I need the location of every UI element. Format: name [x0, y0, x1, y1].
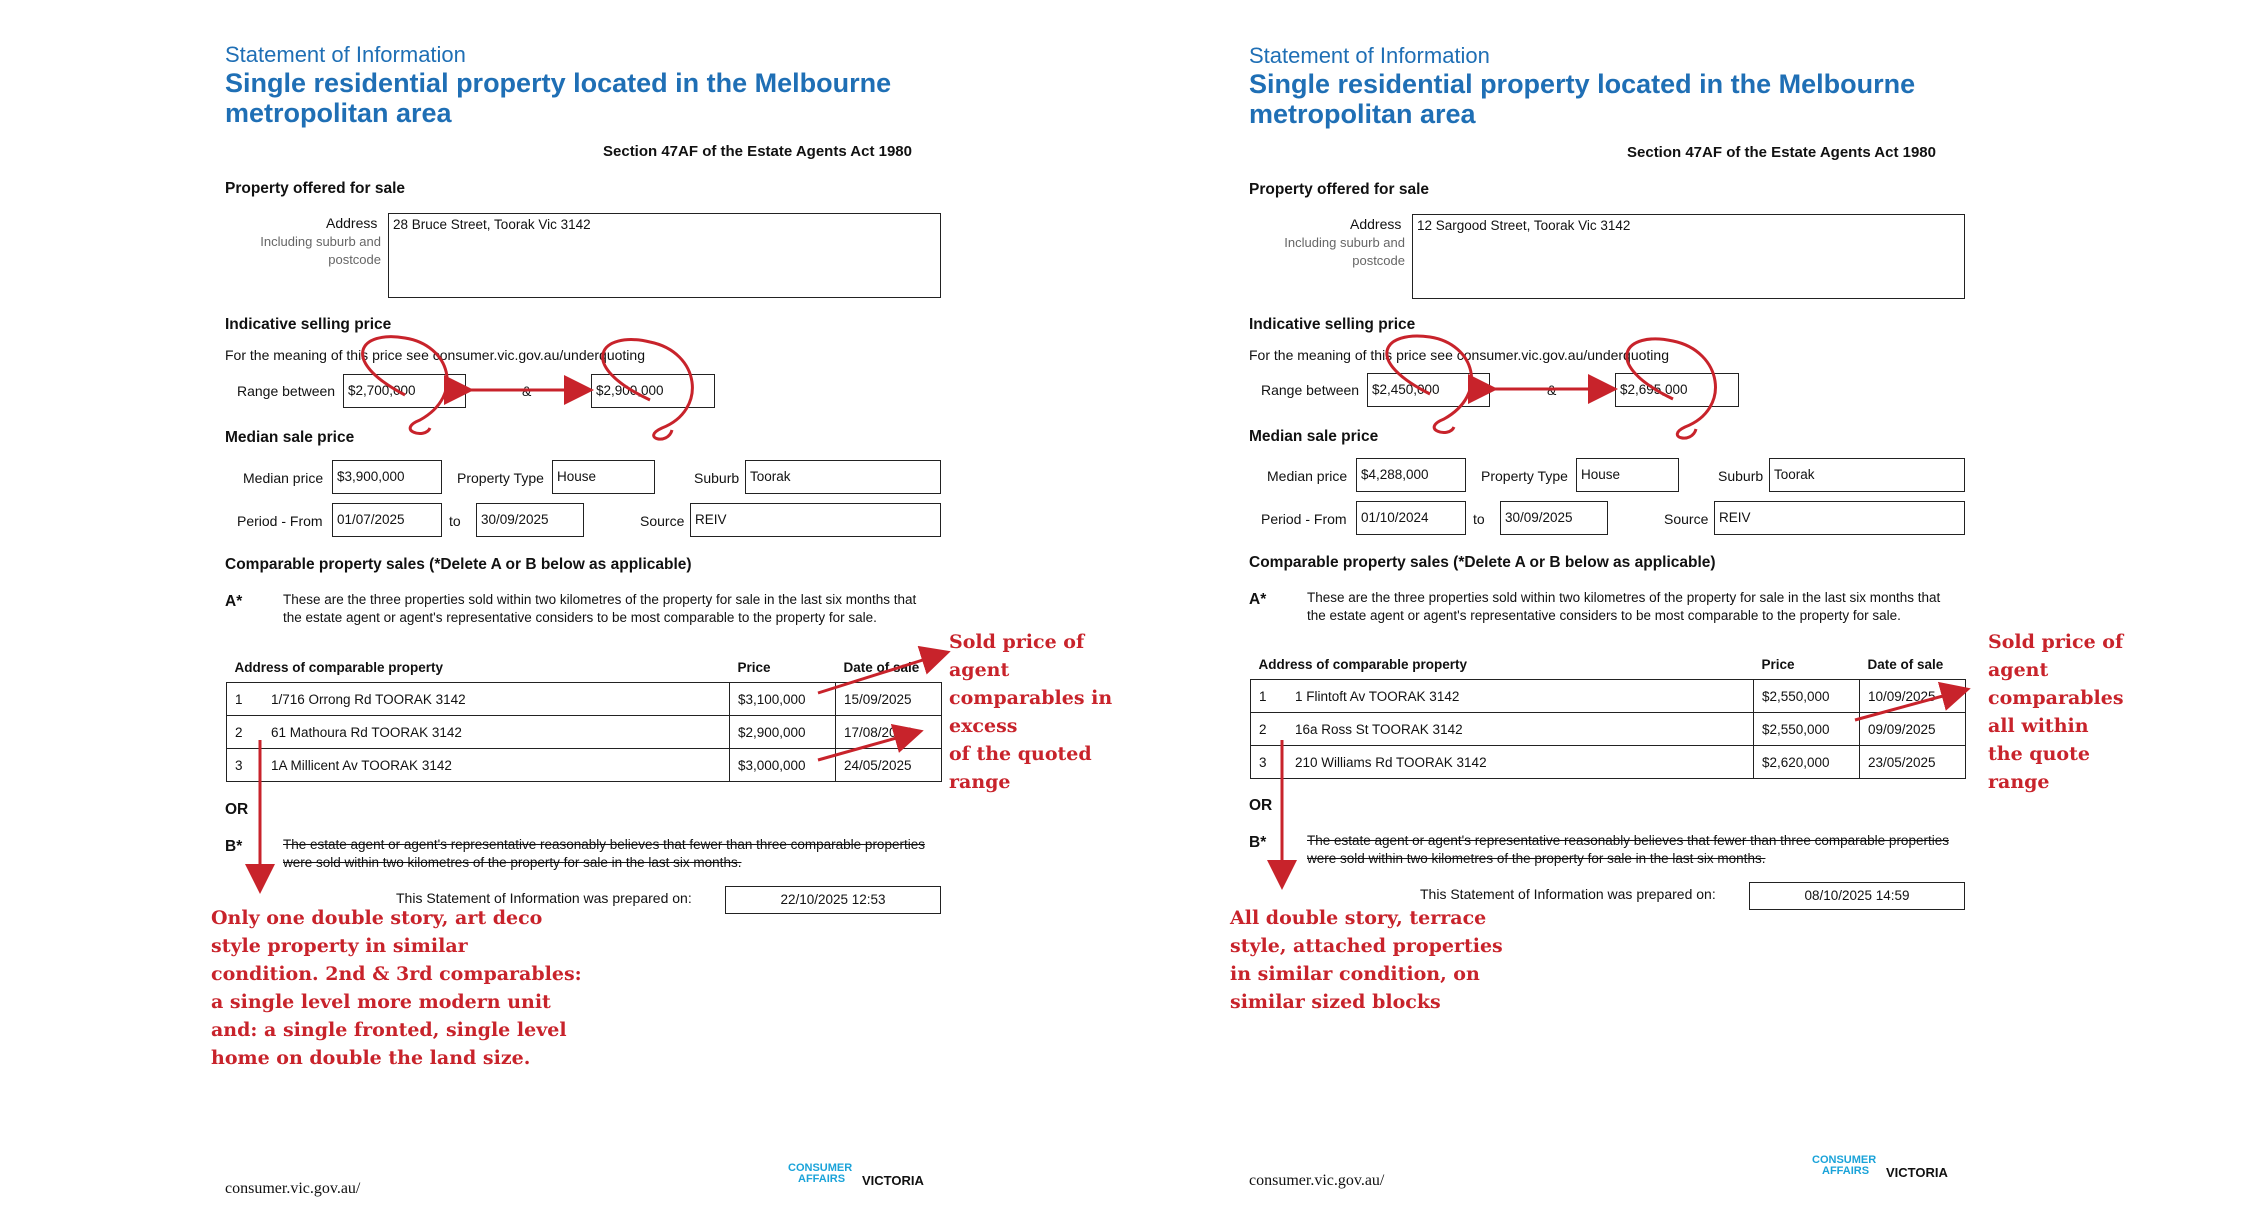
row-date[interactable]: 23/05/2025	[1860, 746, 1966, 779]
row-number: 3	[1251, 746, 1288, 779]
property-type-field[interactable]: House	[552, 460, 655, 494]
annotation-line: style, attached properties	[1230, 935, 1503, 957]
col-date-header: Date of sale	[836, 652, 942, 683]
or-label: OR	[1249, 797, 1273, 814]
row-address[interactable]: 1/716 Orrong Rd TOORAK 3142	[263, 683, 730, 716]
row-date[interactable]: 09/09/2025	[1860, 713, 1966, 746]
col-price-header: Price	[1754, 649, 1860, 680]
row-address[interactable]: 1A Millicent Av TOORAK 3142	[263, 749, 730, 782]
underquoting-note: For the meaning of this price see consumer.vic.gov.au/underquoting	[225, 347, 645, 363]
period-from-label: Period - From	[1261, 511, 1347, 527]
col-address-header: Address of comparable property	[1251, 649, 1754, 680]
annotation-line: Sold price of agent	[1988, 631, 2124, 681]
row-price[interactable]: $2,620,000	[1754, 746, 1860, 779]
table-row	[1251, 746, 1966, 779]
prepared-label: This Statement of Information was prepared on:	[396, 890, 692, 906]
logo-consumer-text: CONSUMER	[1812, 1154, 1877, 1166]
annotation-comparables-note	[1230, 904, 1503, 1016]
address-field[interactable]: 12 Sargood Street, Toorak Vic 3142	[1412, 214, 1965, 299]
footer-url[interactable]: consumer.vic.gov.au/	[1249, 1172, 1385, 1189]
consumer-affairs-logo	[1812, 1154, 1948, 1180]
period-to-label: to	[1473, 511, 1485, 527]
address-sub1: Including suburb and	[1284, 235, 1405, 250]
act-reference: Section 47AF of the Estate Agents Act 1980	[603, 143, 912, 160]
annotation-sold-price	[1988, 628, 2140, 796]
address-label: Address	[1350, 216, 1402, 232]
option-b-label: B*	[1249, 834, 1267, 851]
doc-title-line2: metropolitan area	[225, 98, 452, 128]
option-a-text: These are the three properties sold within two kilometres of the property for sale in the last six months that the estate agent or agent's representative considers to be most comparable to the property for sale.	[283, 592, 917, 625]
comparable-heading: Comparable property sales (*Delete A or B below as applicable)	[1249, 554, 1716, 571]
option-a-label: A*	[225, 593, 243, 610]
prepared-date-field[interactable]: 22/10/2025 12:53	[725, 886, 941, 914]
consumer-affairs-logo	[788, 1162, 924, 1188]
doc-kicker: Statement of Information	[225, 42, 466, 67]
or-label: OR	[225, 801, 249, 818]
doc-title-line2: metropolitan area	[1249, 99, 1476, 129]
median-price-label: Median price	[1267, 468, 1348, 484]
period-from-field[interactable]: 01/07/2025	[332, 503, 442, 537]
table-row	[1251, 713, 1966, 746]
row-date[interactable]: 10/09/2025	[1860, 680, 1966, 713]
range-label: Range between	[1261, 382, 1360, 398]
annotation-line: comparables all within	[1988, 687, 2124, 737]
property-heading: Property offered for sale	[1249, 181, 1430, 198]
annotation-line: of the quoted range	[949, 743, 1092, 793]
row-price[interactable]: $2,900,000	[730, 716, 836, 749]
prepared-date-field[interactable]: 08/10/2025 14:59	[1749, 882, 1965, 910]
row-price[interactable]: $2,550,000	[1754, 680, 1860, 713]
address-sub2: postcode	[328, 252, 381, 267]
row-number: 2	[227, 716, 264, 749]
statement-left	[0, 0, 1120, 1209]
property-heading: Property offered for sale	[225, 180, 406, 197]
col-address-header: Address of comparable property	[227, 652, 730, 683]
option-a-text: These are the three properties sold within two kilometres of the property for sale in the last six months that the estate agent or agent's representative considers to be most comparable to the property for sale.	[1307, 590, 1941, 623]
option-b-text: The estate agent or agent's representative reasonably believes that fewer than three comparable properties were sold within two kilometres of the property for sale in the last six months.	[1307, 833, 1949, 866]
indicative-heading: Indicative selling price	[225, 316, 392, 333]
address-sub2: postcode	[1352, 253, 1405, 268]
median-heading: Median sale price	[225, 429, 355, 446]
range-low-field[interactable]: $2,450,000	[1367, 373, 1490, 407]
doc-kicker: Statement of Information	[1249, 43, 1490, 68]
range-label: Range between	[237, 383, 336, 399]
logo-consumer-text: CONSUMER	[788, 1162, 853, 1174]
row-price[interactable]: $3,000,000	[730, 749, 836, 782]
row-address[interactable]: 61 Mathoura Rd TOORAK 3142	[263, 716, 730, 749]
logo-affairs-text: AFFAIRS	[1822, 1165, 1870, 1177]
address-field[interactable]: 28 Bruce Street, Toorak Vic 3142	[388, 213, 941, 298]
source-field[interactable]: REIV	[1714, 501, 1965, 535]
table-row	[227, 683, 942, 716]
option-a-label: A*	[1249, 591, 1267, 608]
row-number: 1	[1251, 680, 1288, 713]
doc-title-line1: Single residential property located in the Melbourne	[1249, 69, 1916, 99]
row-price[interactable]: $2,550,000	[1754, 713, 1860, 746]
row-number: 3	[227, 749, 264, 782]
comparable-table	[1250, 649, 1966, 779]
annotation-line: Only one double story, art deco	[211, 907, 543, 929]
annotation-line: style property in similar	[211, 935, 468, 957]
period-to-field[interactable]: 30/09/2025	[476, 503, 584, 537]
logo-victoria-text: VICTORIA	[862, 1173, 924, 1188]
median-heading: Median sale price	[1249, 428, 1379, 445]
range-high-field[interactable]: $2,900,000	[591, 374, 715, 408]
annotation-line: the quote range	[1988, 743, 2090, 793]
row-date[interactable]: 24/05/2025	[836, 749, 942, 782]
address-label: Address	[326, 215, 378, 231]
median-price-field[interactable]: $3,900,000	[332, 460, 442, 494]
period-from-field[interactable]: 01/10/2024	[1356, 501, 1466, 535]
source-label: Source	[1664, 511, 1709, 527]
property-type-field[interactable]: House	[1576, 458, 1679, 492]
row-address[interactable]: 210 Williams Rd TOORAK 3142	[1287, 746, 1754, 779]
act-reference: Section 47AF of the Estate Agents Act 1980	[1627, 144, 1936, 161]
suburb-field[interactable]: Toorak	[1769, 458, 1965, 492]
property-type-label: Property Type	[1481, 468, 1568, 484]
source-field[interactable]: REIV	[690, 503, 941, 537]
table-row	[1251, 680, 1966, 713]
row-price[interactable]: $3,100,000	[730, 683, 836, 716]
annotation-line: in similar condition, on	[1230, 963, 1480, 985]
annotation-line: Sold price of agent	[949, 631, 1085, 681]
suburb-label: Suburb	[694, 470, 740, 486]
row-number: 1	[227, 683, 264, 716]
prepared-label: This Statement of Information was prepared on:	[1420, 886, 1716, 902]
indicative-heading: Indicative selling price	[1249, 316, 1416, 333]
period-from-label: Period - From	[237, 513, 323, 529]
row-number: 2	[1251, 713, 1288, 746]
table-row	[227, 749, 942, 782]
annotation-line: and: a single fronted, single level	[211, 1019, 567, 1041]
col-price-header: Price	[730, 652, 836, 683]
annotation-line: home on double the land size.	[211, 1047, 531, 1069]
row-date[interactable]: 15/09/2025	[836, 683, 942, 716]
logo-victoria-text: VICTORIA	[1886, 1165, 1948, 1180]
annotation-line: condition. 2nd & 3rd comparables:	[211, 963, 582, 985]
period-to-label: to	[449, 513, 461, 529]
comparable-table	[226, 652, 942, 782]
table-row	[227, 716, 942, 749]
row-date[interactable]: 17/08/2025	[836, 716, 942, 749]
option-b-text: The estate agent or agent's representative reasonably believes that fewer than three comparable properties were sold within two kilometres of the property for sale in the last six months.	[283, 837, 925, 870]
median-price-field[interactable]: $4,288,000	[1356, 458, 1466, 492]
source-label: Source	[640, 513, 685, 529]
statement-right	[1020, 0, 2140, 1209]
range-amp: &	[1547, 382, 1557, 398]
doc-title-line1: Single residential property located in the Melbourne	[225, 68, 892, 98]
underquoting-note: For the meaning of this price see consumer.vic.gov.au/underquoting	[1249, 347, 1669, 363]
annotation-line: comparables in excess	[949, 687, 1113, 737]
row-address[interactable]: 16a Ross St TOORAK 3142	[1287, 713, 1754, 746]
period-to-field[interactable]: 30/09/2025	[1500, 501, 1608, 535]
row-address[interactable]: 1 Flintoft Av TOORAK 3142	[1287, 680, 1754, 713]
col-date-header: Date of sale	[1860, 649, 1966, 680]
annotation-line: similar sized blocks	[1230, 991, 1441, 1013]
comparable-heading: Comparable property sales (*Delete A or B below as applicable)	[225, 556, 692, 573]
suburb-label: Suburb	[1718, 468, 1764, 484]
annotation-comparables-note	[211, 904, 582, 1072]
option-b-label: B*	[225, 838, 243, 855]
range-amp: &	[522, 383, 532, 399]
range-high-field[interactable]: $2,695,000	[1615, 373, 1739, 407]
address-sub1: Including suburb and	[260, 234, 381, 249]
median-price-label: Median price	[243, 470, 324, 486]
annotation-line: All double story, terrace	[1230, 907, 1487, 929]
range-low-field[interactable]: $2,700,000	[343, 374, 466, 408]
suburb-field[interactable]: Toorak	[745, 460, 941, 494]
annotation-line: a single level more modern unit	[211, 991, 551, 1013]
property-type-label: Property Type	[457, 470, 544, 486]
footer-url[interactable]: consumer.vic.gov.au/	[225, 1180, 361, 1197]
logo-affairs-text: AFFAIRS	[798, 1173, 846, 1185]
